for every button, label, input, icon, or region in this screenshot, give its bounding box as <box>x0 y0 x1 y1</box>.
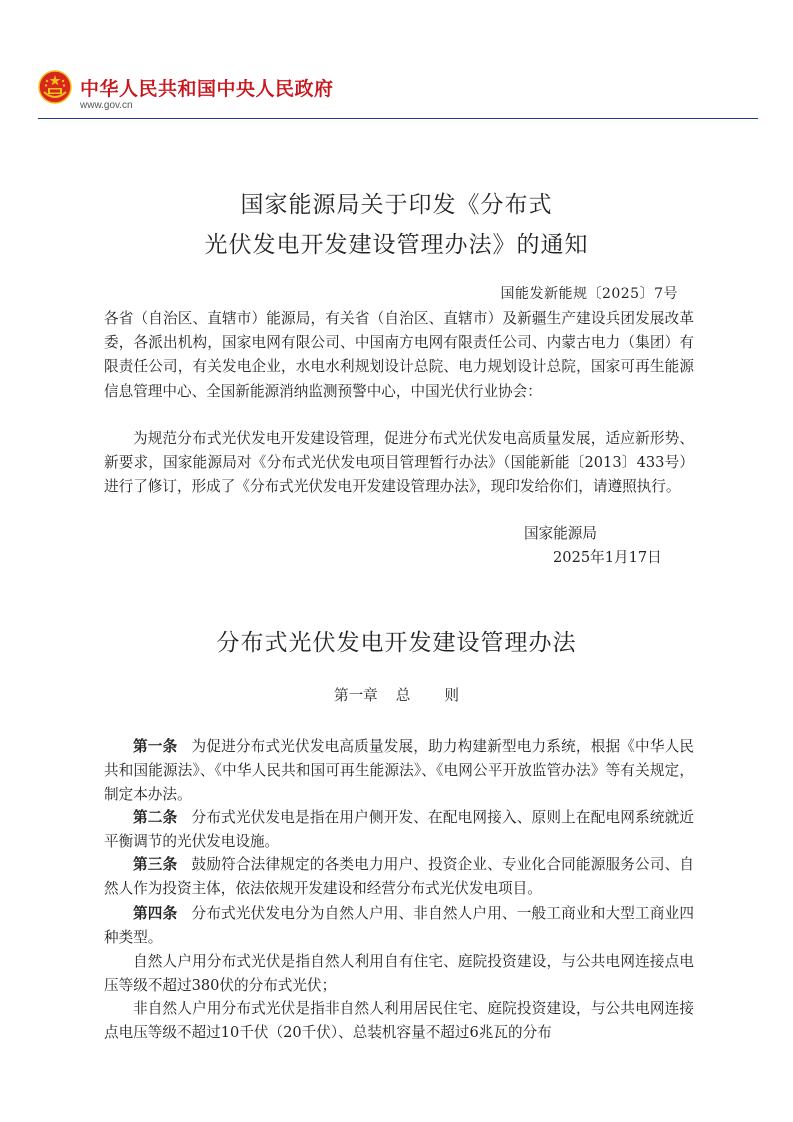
notice-title-line2: 光伏发电开发建设管理办法》的通知 <box>204 232 589 258</box>
chapter-number: 第一章 <box>333 687 378 704</box>
chapter-name-char-2: 则 <box>444 687 459 704</box>
article-label: 第三条 <box>133 856 178 873</box>
header-divider <box>38 118 758 119</box>
article-text: 鼓励符合法律规定的各类电力用户、投资企业、专业化合同能源服务公司、自然人作为投资主体，依法依规开发建设和经营分布式光伏发电项目。 <box>104 856 694 898</box>
addressees-paragraph: 各省（自治区、直辖市）能源局，有关省（自治区、直辖市）及新疆生产建设兵团发展改革委，各派出机构，国家电网有限公司、中国南方电网有限责任公司、内蒙古电力（集团）有限责任公司，有关发电企业，水电水利规划设计总院、电力规划设计总院，国家可再生能源信息管理中心、全国新能源消纳监测预警中心，中国光伏行业协会： <box>104 310 694 400</box>
article-1 <box>104 735 694 808</box>
notice-title-line1: 国家能源局关于印发《分布式 <box>240 192 553 218</box>
notice-body-paragraph: 为规范分布式光伏发电开发建设管理，促进分布式光伏发电高质量发展，适应新形势、新要求，国家能源局对《分布式光伏发电项目管理暂行办法》（国能新能〔2013〕433号）进行了修订，形成了《分布式光伏发电开发建设管理办法》，现印发给你们，请遵照执行。 <box>104 430 694 496</box>
article-text: 分布式光伏发电是指在用户侧开发、在配电网接入、原则上在配电网系统就近平衡调节的光伏发电设施。 <box>104 809 694 851</box>
article-3 <box>104 853 694 901</box>
chapter-name-char-1: 总 <box>395 687 411 704</box>
site-url[interactable]: www.gov.cn <box>80 100 133 111</box>
issue-date: 2025年1月17日 <box>553 549 662 566</box>
site-name[interactable]: 中华人民共和国中央人民政府 <box>80 78 334 100</box>
residential-definition-paragraph: 自然人户用分布式光伏是指自然人利用自有住宅、庭院投资建设，与公共电网连接点电压等级不超过380伏的分布式光伏； <box>104 953 694 995</box>
article-label: 第四条 <box>133 905 178 922</box>
article-label: 第一条 <box>133 738 178 755</box>
document-number: 国能发新能规〔2025〕7号 <box>500 286 678 302</box>
national-emblem-icon[interactable] <box>38 70 72 104</box>
article-text: 分布式光伏发电分为自然人户用、非自然人户用、一般工商业和大型工商业四种类型。 <box>104 905 694 947</box>
chapter-heading <box>0 684 793 705</box>
article-4 <box>104 902 694 950</box>
issuing-authority: 国家能源局 <box>524 525 597 542</box>
measures-title: 分布式光伏发电开发建设管理办法 <box>216 630 577 656</box>
article-label: 第二条 <box>133 809 178 826</box>
site-header <box>38 70 758 120</box>
article-2 <box>104 806 694 854</box>
non-residential-definition-paragraph: 非自然人户用分布式光伏是指非自然人利用居民住宅、庭院投资建设，与公共电网连接点电压等级不超过10千伏（20千伏）、总装机容量不超过6兆瓦的分布 <box>104 1000 694 1042</box>
article-text: 为促进分布式光伏发电高质量发展，助力构建新型电力系统，根据《中华人民共和国能源法》、《中华人民共和国可再生能源法》、《电网公平开放监管办法》等有关规定，制定本办法。 <box>104 738 694 804</box>
